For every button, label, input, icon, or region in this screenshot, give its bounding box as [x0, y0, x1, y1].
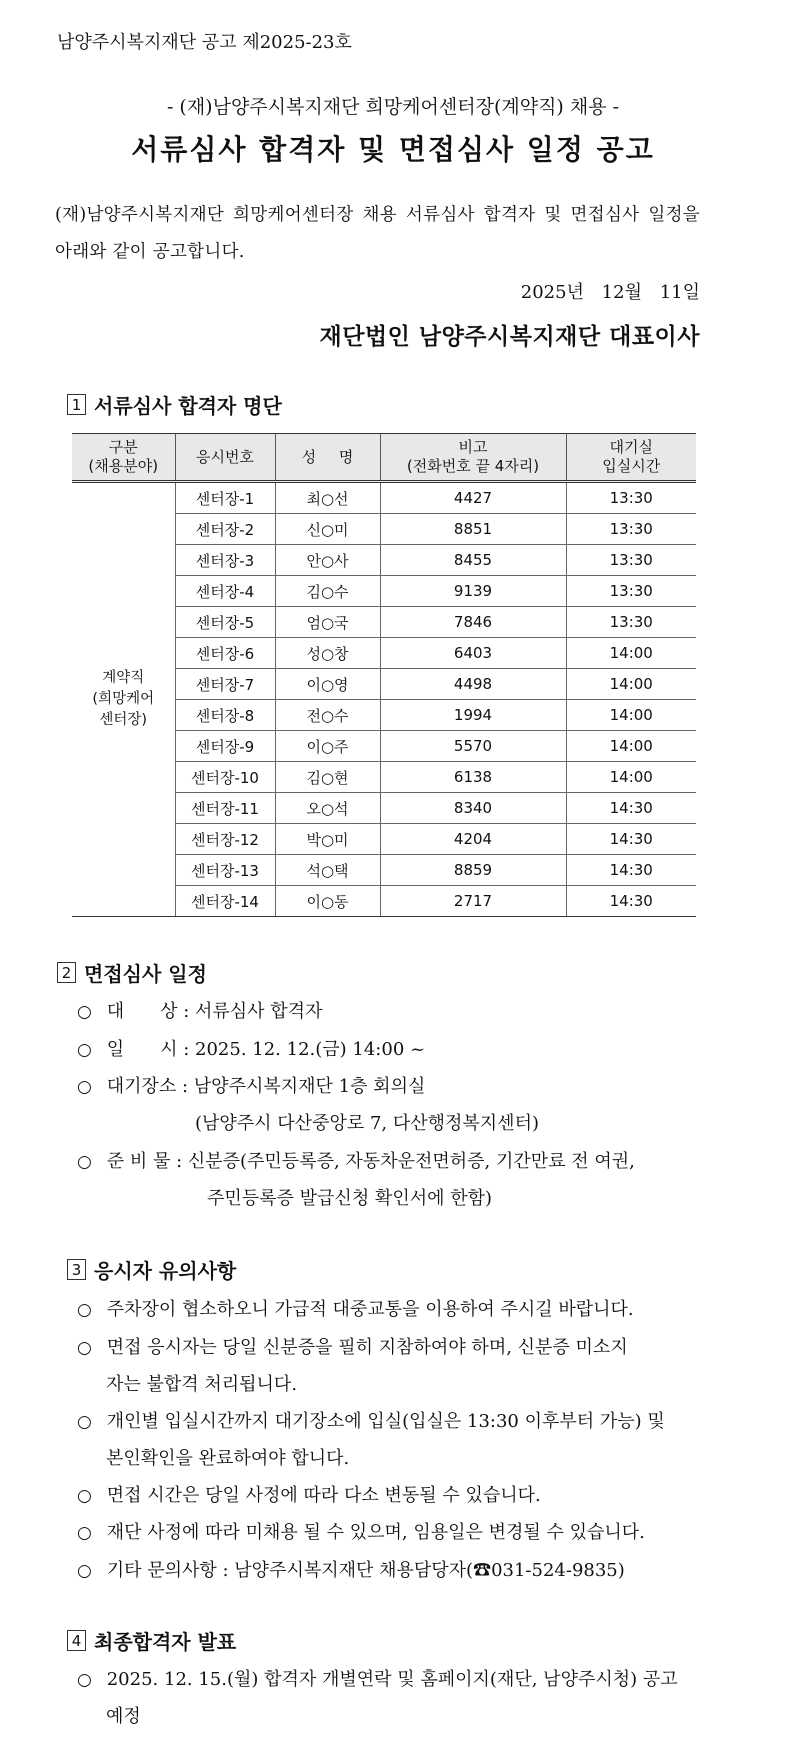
notice-contact: ○ 기타 문의사항 : 남양주시복지재단 채용담당자(☎031-524-9835)	[77, 1560, 625, 1581]
applicant-name-cell: 이○동	[275, 886, 380, 917]
entry-time-cell: 14:30	[566, 855, 696, 886]
bullet-circle-icon: ○	[77, 1338, 92, 1358]
phone-suffix-cell: 2717	[380, 886, 566, 917]
category-cell: 계약직 (희망케어 센터장)	[72, 482, 175, 917]
applicant-name-cell: 박○미	[275, 824, 380, 855]
applicant-name-cell: 성○창	[275, 638, 380, 669]
final-announcement-cont: 예정	[106, 1706, 141, 1727]
column-header-note: 비고 (전화번호 끝 4자리)	[380, 434, 566, 482]
entry-time-cell: 14:30	[566, 886, 696, 917]
entry-time-cell: 13:30	[566, 482, 696, 514]
bullet-circle-icon: ○	[77, 1486, 92, 1506]
applicant-no-cell: 센터장-13	[175, 855, 275, 886]
section-3-heading	[67, 1255, 236, 1284]
section-title: 응시자 유의사항	[94, 1259, 237, 1283]
applicant-table	[72, 433, 696, 917]
phone-suffix-cell: 4427	[380, 482, 566, 514]
intro-paragraph: (재)남양주시복지재단 희망케어센터장 채용 서류심사 합격자 및 면접심사 일정을 아래와 같이 공고합니다.	[55, 205, 700, 262]
notice-number: 남양주시복지재단 공고 제2025-23호	[57, 32, 352, 53]
phone-suffix-cell: 8859	[380, 855, 566, 886]
section-number-box: 3	[67, 1259, 86, 1280]
phone-suffix-cell: 7846	[380, 607, 566, 638]
applicant-no-cell: 센터장-1	[175, 482, 275, 514]
applicant-no-cell: 센터장-2	[175, 514, 275, 545]
applicant-no-cell: 센터장-9	[175, 731, 275, 762]
entry-time-cell: 13:30	[566, 545, 696, 576]
entry-time-cell: 14:00	[566, 762, 696, 793]
bullet-circle-icon: ○	[77, 1523, 92, 1543]
column-header-name: 성 명	[275, 434, 380, 482]
entry-time-cell: 13:30	[566, 607, 696, 638]
bullet-circle-icon: ○	[77, 1561, 92, 1581]
entry-time-cell: 13:30	[566, 514, 696, 545]
issuing-organization: 재단법인 남양주시복지재단 대표이사	[319, 323, 700, 350]
applicant-no-cell: 센터장-6	[175, 638, 275, 669]
notice-entry-time: ○ 개인별 입실시간까지 대기장소에 입실(입실은 13:30 이후부터 가능) 및	[77, 1411, 665, 1432]
interview-materials-detail: 주민등록증 발급신청 확인서에 한함)	[207, 1188, 493, 1209]
entry-time-cell: 14:00	[566, 669, 696, 700]
entry-time-cell: 14:00	[566, 638, 696, 669]
phone-suffix-cell: 4498	[380, 669, 566, 700]
interview-place-detail: (남양주시 다산중앙로 7, 다산행정복지센터)	[195, 1113, 539, 1134]
applicant-name-cell: 이○영	[275, 669, 380, 700]
interview-place: ○ 대기장소 : 남양주시복지재단 1층 회의실	[77, 1076, 426, 1097]
applicant-no-cell: 센터장-11	[175, 793, 275, 824]
applicant-no-cell: 센터장-12	[175, 824, 275, 855]
phone-suffix-cell: 8455	[380, 545, 566, 576]
bullet-circle-icon: ○	[77, 1002, 92, 1022]
notice-no-hire: ○ 재단 사정에 따라 미채용 될 수 있으며, 임용일은 변경될 수 있습니다.	[77, 1522, 645, 1543]
entry-time-cell: 14:30	[566, 824, 696, 855]
bullet-circle-icon: ○	[77, 1152, 92, 1172]
applicant-no-cell: 센터장-7	[175, 669, 275, 700]
section-number-box: 4	[67, 1630, 86, 1651]
applicant-name-cell: 김○수	[275, 576, 380, 607]
entry-time-cell: 14:30	[566, 793, 696, 824]
interview-datetime: ○ 일 시 : 2025. 12. 12.(금) 14:00 ~	[77, 1039, 426, 1060]
applicant-name-cell: 오○석	[275, 793, 380, 824]
column-header-entry-time: 대기실 입실시간	[566, 434, 696, 482]
applicant-name-cell: 신○미	[275, 514, 380, 545]
page-title: 서류심사 합격자 및 면접심사 일정 공고	[131, 133, 655, 166]
entry-time-cell: 13:30	[566, 576, 696, 607]
notice-id-required-cont: 자는 불합격 처리됩니다.	[106, 1374, 298, 1395]
section-4-heading	[67, 1626, 236, 1655]
applicant-name-cell: 엄○국	[275, 607, 380, 638]
applicant-no-cell: 센터장-4	[175, 576, 275, 607]
phone-suffix-cell: 6403	[380, 638, 566, 669]
interview-materials: ○ 준 비 물 : 신분증(주민등록증, 자동차운전면허증, 기간만료 전 여권,	[77, 1151, 635, 1172]
applicant-name-cell: 이○주	[275, 731, 380, 762]
phone-suffix-cell: 5570	[380, 731, 566, 762]
table-row	[72, 482, 696, 514]
applicant-no-cell: 센터장-14	[175, 886, 275, 917]
notice-subtitle: - (재)남양주시복지재단 희망케어센터장(계약직) 채용 -	[166, 96, 620, 118]
phone-suffix-cell: 1994	[380, 700, 566, 731]
notice-parking: ○ 주차장이 협소하오니 가급적 대중교통을 이용하여 주시길 바랍니다.	[77, 1299, 634, 1320]
notice-entry-time-cont: 본인확인을 완료하여야 합니다.	[106, 1448, 350, 1469]
section-number-box: 2	[57, 962, 76, 983]
section-title: 최종합격자 발표	[94, 1630, 237, 1654]
section-title: 서류심사 합격자 명단	[94, 394, 282, 418]
entry-time-cell: 14:00	[566, 700, 696, 731]
applicant-name-cell: 안○사	[275, 545, 380, 576]
entry-time-cell: 14:00	[566, 731, 696, 762]
applicant-name-cell: 석○택	[275, 855, 380, 886]
column-header-category: 구분 (채용분야)	[72, 434, 175, 482]
bullet-circle-icon: ○	[77, 1300, 92, 1320]
final-announcement: ○ 2025. 12. 15.(월) 합격자 개별연락 및 홈페이지(재단, 남양주시청) 공고	[77, 1669, 678, 1690]
applicant-no-cell: 센터장-8	[175, 700, 275, 731]
section-title: 면접심사 일정	[84, 962, 207, 986]
applicant-name-cell: 최○선	[275, 482, 380, 514]
interview-target: ○ 대 상 : 서류심사 합격자	[77, 1001, 323, 1022]
section-2-heading	[57, 958, 207, 987]
bullet-circle-icon: ○	[77, 1670, 92, 1690]
applicant-name-cell: 김○현	[275, 762, 380, 793]
phone-suffix-cell: 8340	[380, 793, 566, 824]
applicant-no-cell: 센터장-5	[175, 607, 275, 638]
applicant-no-cell: 센터장-10	[175, 762, 275, 793]
bullet-circle-icon: ○	[77, 1412, 92, 1432]
applicant-no-cell: 센터장-3	[175, 545, 275, 576]
column-header-applicant-no: 응시번호	[175, 434, 275, 482]
bullet-circle-icon: ○	[77, 1077, 92, 1097]
notice-time-change: ○ 면접 시간은 당일 사정에 따라 다소 변동될 수 있습니다.	[77, 1485, 541, 1506]
phone-suffix-cell: 9139	[380, 576, 566, 607]
phone-suffix-cell: 4204	[380, 824, 566, 855]
section-number-box: 1	[67, 394, 86, 415]
bullet-circle-icon: ○	[77, 1040, 92, 1060]
phone-suffix-cell: 6138	[380, 762, 566, 793]
phone-suffix-cell: 8851	[380, 514, 566, 545]
notice-date: 2025년 12월 11일	[520, 282, 700, 303]
section-1-heading	[67, 390, 282, 419]
applicant-name-cell: 전○수	[275, 700, 380, 731]
notice-id-required: ○ 면접 응시자는 당일 신분증을 필히 지참하여야 하며, 신분증 미소지	[77, 1337, 628, 1358]
table-header-row	[72, 434, 696, 482]
